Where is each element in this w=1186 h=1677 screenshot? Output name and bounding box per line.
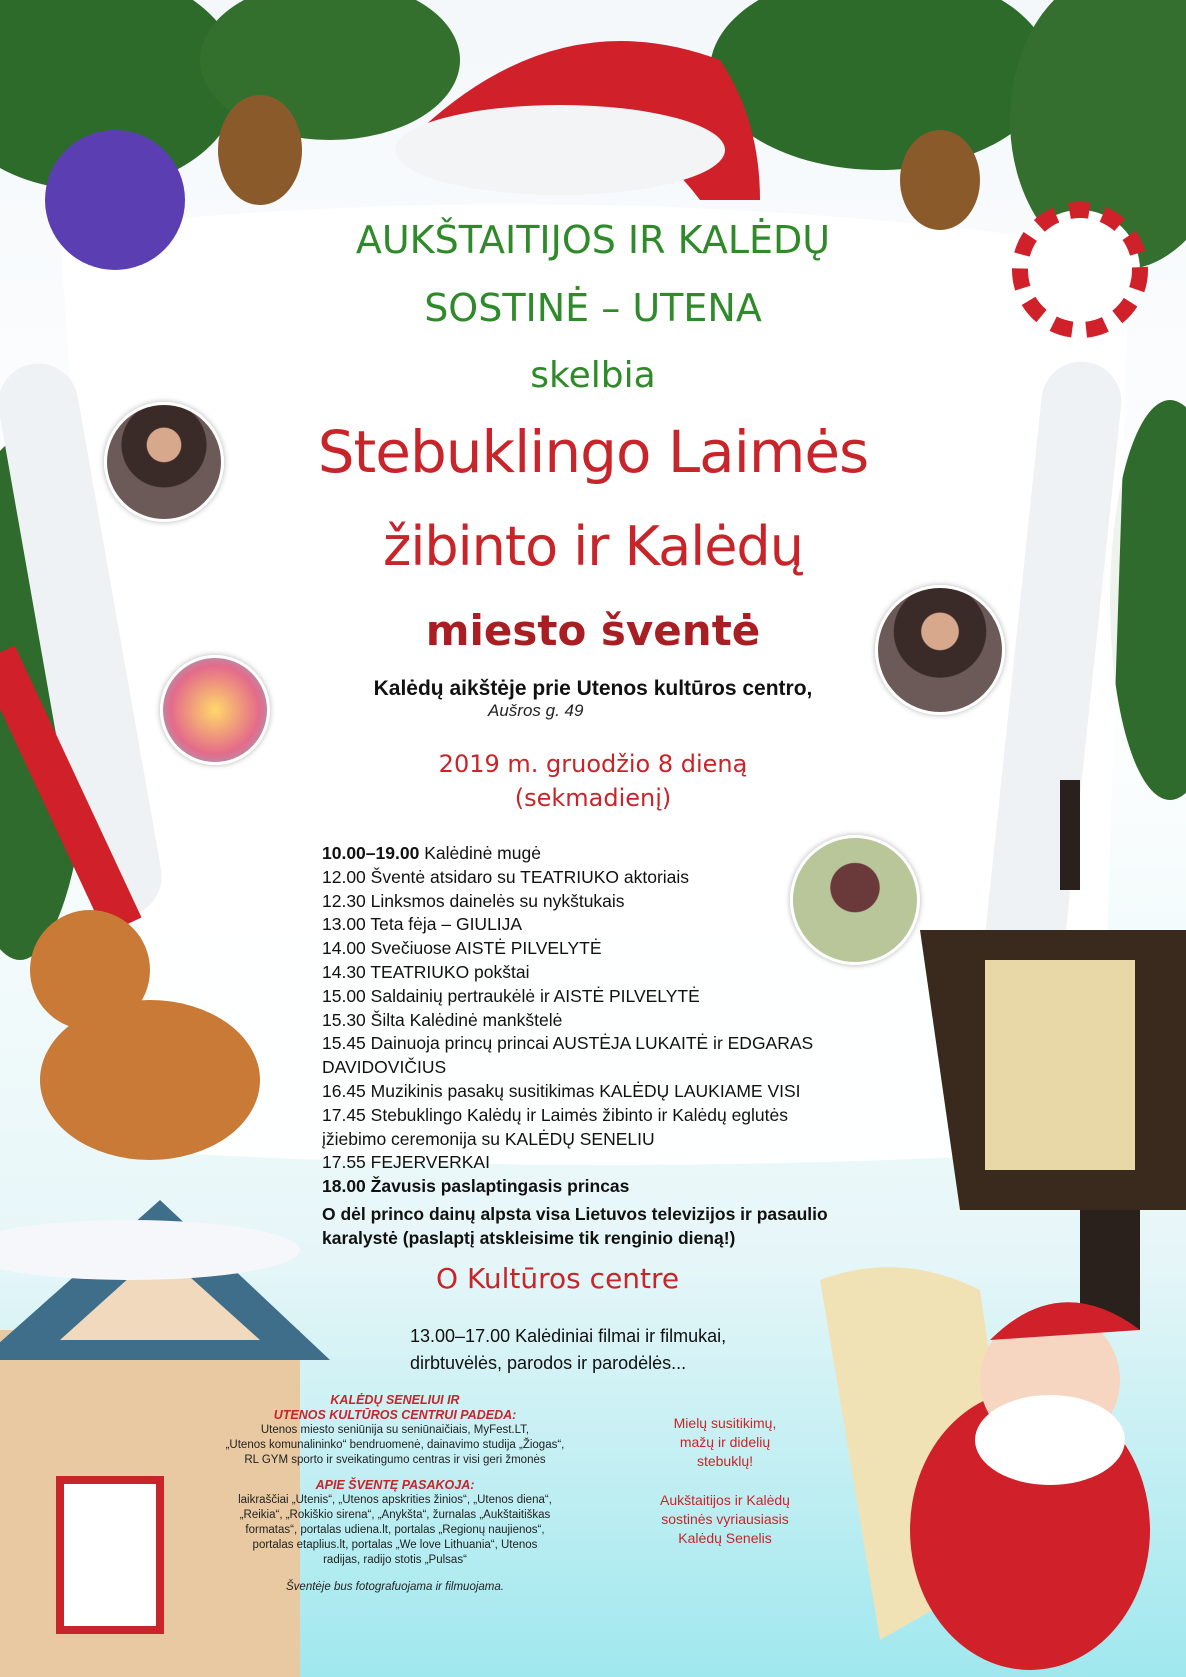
greeting-line: mažų ir didelių — [679, 1434, 771, 1450]
schedule-time: 14.00 — [322, 938, 366, 959]
schedule-text: Stebuklingo Kalėdų ir Laimės žibinto ir Kalėdų eglutės — [370, 1104, 789, 1125]
schedule-text: Teta fėja – GIULIJA — [370, 914, 523, 935]
culture-centre-line-1: 13.00–17.00 Kalėdiniai filmai ir filmukai, — [410, 1326, 727, 1346]
schedule-item — [322, 842, 813, 866]
schedule-item — [322, 1032, 813, 1056]
schedule-note-line: O dėl princo dainų alpsta visa Lietuvos televizijos ir pasaulio — [322, 1204, 828, 1224]
event-date: 2019 m. gruodžio 8 dieną — [438, 750, 748, 778]
schedule-text: Linksmos dainelės su nykštukais — [370, 890, 625, 911]
location-address: Aušros g. 49 — [488, 701, 584, 720]
schedule-text: FEJERVERKAI — [370, 1152, 490, 1173]
schedule-item — [322, 1080, 813, 1104]
schedule-item-continued: DAVIDOVIČIUS — [322, 1057, 447, 1078]
sponsors-heading: KALĖDŲ SENELIUI IR — [330, 1393, 460, 1407]
pinecone-icon — [900, 130, 980, 230]
media-line: laikraščiai „Utenis“, „Utenos apskrities žinios“, „Utenos diena“, — [238, 1494, 552, 1506]
culture-centre-heading: O Kultūros centre — [436, 1262, 680, 1295]
schedule-item — [322, 1175, 813, 1199]
schedule-time: 16.45 — [322, 1080, 366, 1101]
schedule-time: 15.45 — [322, 1033, 366, 1054]
santa-claus-icon — [820, 1267, 1150, 1670]
schedule-item — [322, 985, 813, 1009]
title-line-2: žibinto ir Kalėdų — [383, 515, 803, 578]
schedule-item — [322, 913, 813, 937]
schedule-time: 15.00 — [322, 985, 366, 1006]
schedule-item — [322, 1104, 813, 1128]
media-note: Šventėje bus fotografuojama ir filmuojama. — [286, 1581, 504, 1593]
header-line-2: SOSTINĖ – UTENA — [424, 286, 762, 330]
schedule-list — [322, 842, 813, 1199]
schedule-item — [322, 937, 813, 961]
event-weekday: (sekmadienį) — [514, 784, 672, 812]
title-line-1: Stebuklingo Laimės — [317, 418, 869, 486]
schedule-text: Žavusis paslaptingasis princas — [370, 1176, 630, 1197]
culture-centre-line-2: dirbtuvėlės, parodos ir parodėlės... — [410, 1353, 687, 1373]
signature-line: sostinės vyriausiasis — [661, 1511, 789, 1527]
schedule-text: Muzikinis pasakų susitikimas KALĖDŲ LAUKIAME VISI — [370, 1080, 801, 1101]
schedule-time: 17.55 — [322, 1152, 366, 1173]
schedule-item — [322, 866, 813, 890]
schedule-text: Šilta Kalėdinė mankštelė — [370, 1009, 563, 1030]
schedule-item — [322, 1009, 813, 1033]
media-line: „Reikia“, „Rokiškio sirena“, „Anykšta“, žurnalas „Aukštaitiškas — [239, 1509, 551, 1521]
schedule-text: Saldainių pertraukėlė ir AISTĖ PILVELYTĖ — [370, 985, 700, 1006]
schedule-time: 15.30 — [322, 1009, 366, 1030]
greeting — [625, 1414, 825, 1548]
greeting-line: stebuklų! — [696, 1453, 754, 1469]
schedule-time: 12.00 — [322, 866, 366, 887]
schedule-time: 17.45 — [322, 1104, 366, 1125]
schedule-time: 14.30 — [322, 961, 366, 982]
greeting-line: Mielų susitikimų, — [673, 1415, 777, 1431]
schedule-text: Svečiuose AISTĖ PILVELYTĖ — [370, 938, 602, 959]
schedule-item — [322, 961, 813, 985]
dancers-photo — [160, 655, 270, 765]
schedule-text: Dainuoja princų princai AUSTĖJA LUKAITĖ ir EDGARAS — [370, 1033, 814, 1054]
schedule-time: 12.30 — [322, 890, 366, 911]
schedule-item — [322, 890, 813, 914]
header-skelbia: skelbia — [530, 355, 656, 396]
location-place: Kalėdų aikštėje prie Utenos kultūros centro, — [373, 677, 813, 700]
media-line: formatas“, portalas udiena.lt, portalas „Regionų naujienos“, — [245, 1524, 545, 1536]
media-heading: APIE ŠVENTĘ PASAKOJA: — [315, 1478, 475, 1492]
sponsors-heading: UTENOS KULTŪROS CENTRUI PADEDA: — [273, 1408, 517, 1422]
signature-line: Kalėdų Senelis — [678, 1530, 772, 1546]
schedule-item-continued: įžiebimo ceremonija su KALĖDŲ SENELIU — [322, 1128, 655, 1149]
media-line: radijas, radijo stotis „Pulsas“ — [323, 1554, 467, 1566]
media-line: portalas etaplius.lt, portalas „We love Lithuania“, Utenos — [252, 1539, 538, 1551]
schedule-text: TEATRIUKO pokštai — [370, 961, 530, 982]
sponsor-line: Utenos miesto seniūnija su seniūnaičiais, MyFest.LT, — [260, 1424, 530, 1436]
schedule-time: 13.00 — [322, 914, 366, 935]
schedule-text: Šventė atsidaro su TEATRIUKO aktoriais — [370, 866, 690, 887]
schedule-note-line: karalystė (paslaptį atskleisime tik renginio dieną!) — [322, 1227, 736, 1248]
schedule-note — [322, 1203, 828, 1251]
signature-line: Aukštaitijos ir Kalėdų — [660, 1492, 790, 1508]
schedule-item — [322, 1151, 813, 1175]
pinecone-icon — [218, 95, 302, 205]
sponsor-line: RL GYM sporto ir sveikatingumo centras ir visi geri žmonės — [244, 1454, 546, 1466]
schedule-time: 18.00 — [322, 1176, 366, 1197]
sponsor-line: „Utenos komunalininko“ bendruomenė, dainavimo studija „Žiogas“, — [225, 1439, 565, 1451]
title-line-3: miesto šventė — [425, 606, 761, 655]
schedule-text: Kalėdinė mugė — [424, 843, 541, 863]
header-line-1: AUKŠTAITIJOS IR KALĖDŲ — [355, 218, 831, 262]
schedule-time: 10.00–19.00 — [322, 843, 420, 863]
sponsors-block — [190, 1393, 600, 1595]
